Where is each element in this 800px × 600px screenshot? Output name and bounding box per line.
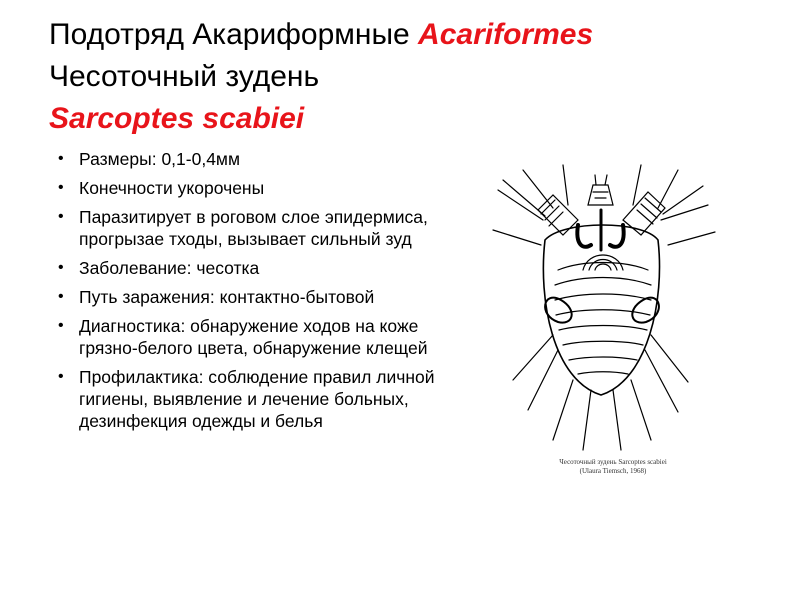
bullet-item — [58, 148, 468, 170]
bullet-text: Профилактика: соблюдение правил личной гигиены, выявление и лечение больных, дезинфекция одежды и белья — [79, 367, 435, 431]
bullet-item — [58, 206, 468, 250]
title-line1-latin: Acariformes — [418, 18, 594, 51]
bullet-item — [58, 177, 468, 199]
bullet-text: Конечности укорочены — [79, 178, 265, 198]
figure-caption — [533, 458, 693, 476]
bullet-item — [58, 366, 468, 432]
bullet-text: Размеры: 0,1-0,4мм — [79, 149, 240, 169]
bullet-item — [58, 315, 468, 359]
mite-illustration-icon — [483, 150, 718, 486]
bullet-text: Заболевание: чесотка — [79, 258, 260, 278]
bullet-icon: • — [58, 179, 64, 196]
bullet-list — [58, 148, 468, 439]
bullet-text: Путь заражения: контактно-бытовой — [79, 287, 375, 307]
bullet-icon: • — [58, 208, 64, 225]
bullet-icon: • — [58, 150, 64, 167]
bullet-icon: • — [58, 368, 64, 385]
bullet-icon: • — [58, 288, 64, 305]
bullet-text: Паразитирует в роговом слое эпидермиса, прогрызае тходы, вызывает сильный зуд — [79, 207, 428, 249]
caption-line1: Чесоточный зудень Sarcoptes scabiei — [559, 458, 667, 466]
bullet-item — [58, 286, 468, 308]
bullet-text: Диагностика: обнаружение ходов на коже грязно-белого цвета, обнаружение клещей — [79, 316, 428, 358]
slide-title — [49, 14, 749, 140]
bullet-icon: • — [58, 259, 64, 276]
caption-line2: (Ulaura Tiemsch, 1968) — [579, 467, 647, 475]
bullet-item — [58, 257, 468, 279]
bullet-icon: • — [58, 317, 64, 334]
title-line1-text: Подотряд Акариформные — [49, 18, 419, 51]
title-line2-text: Чесоточный зудень — [49, 60, 320, 93]
title-line3-latin: Sarcoptes scabiei — [49, 102, 305, 135]
